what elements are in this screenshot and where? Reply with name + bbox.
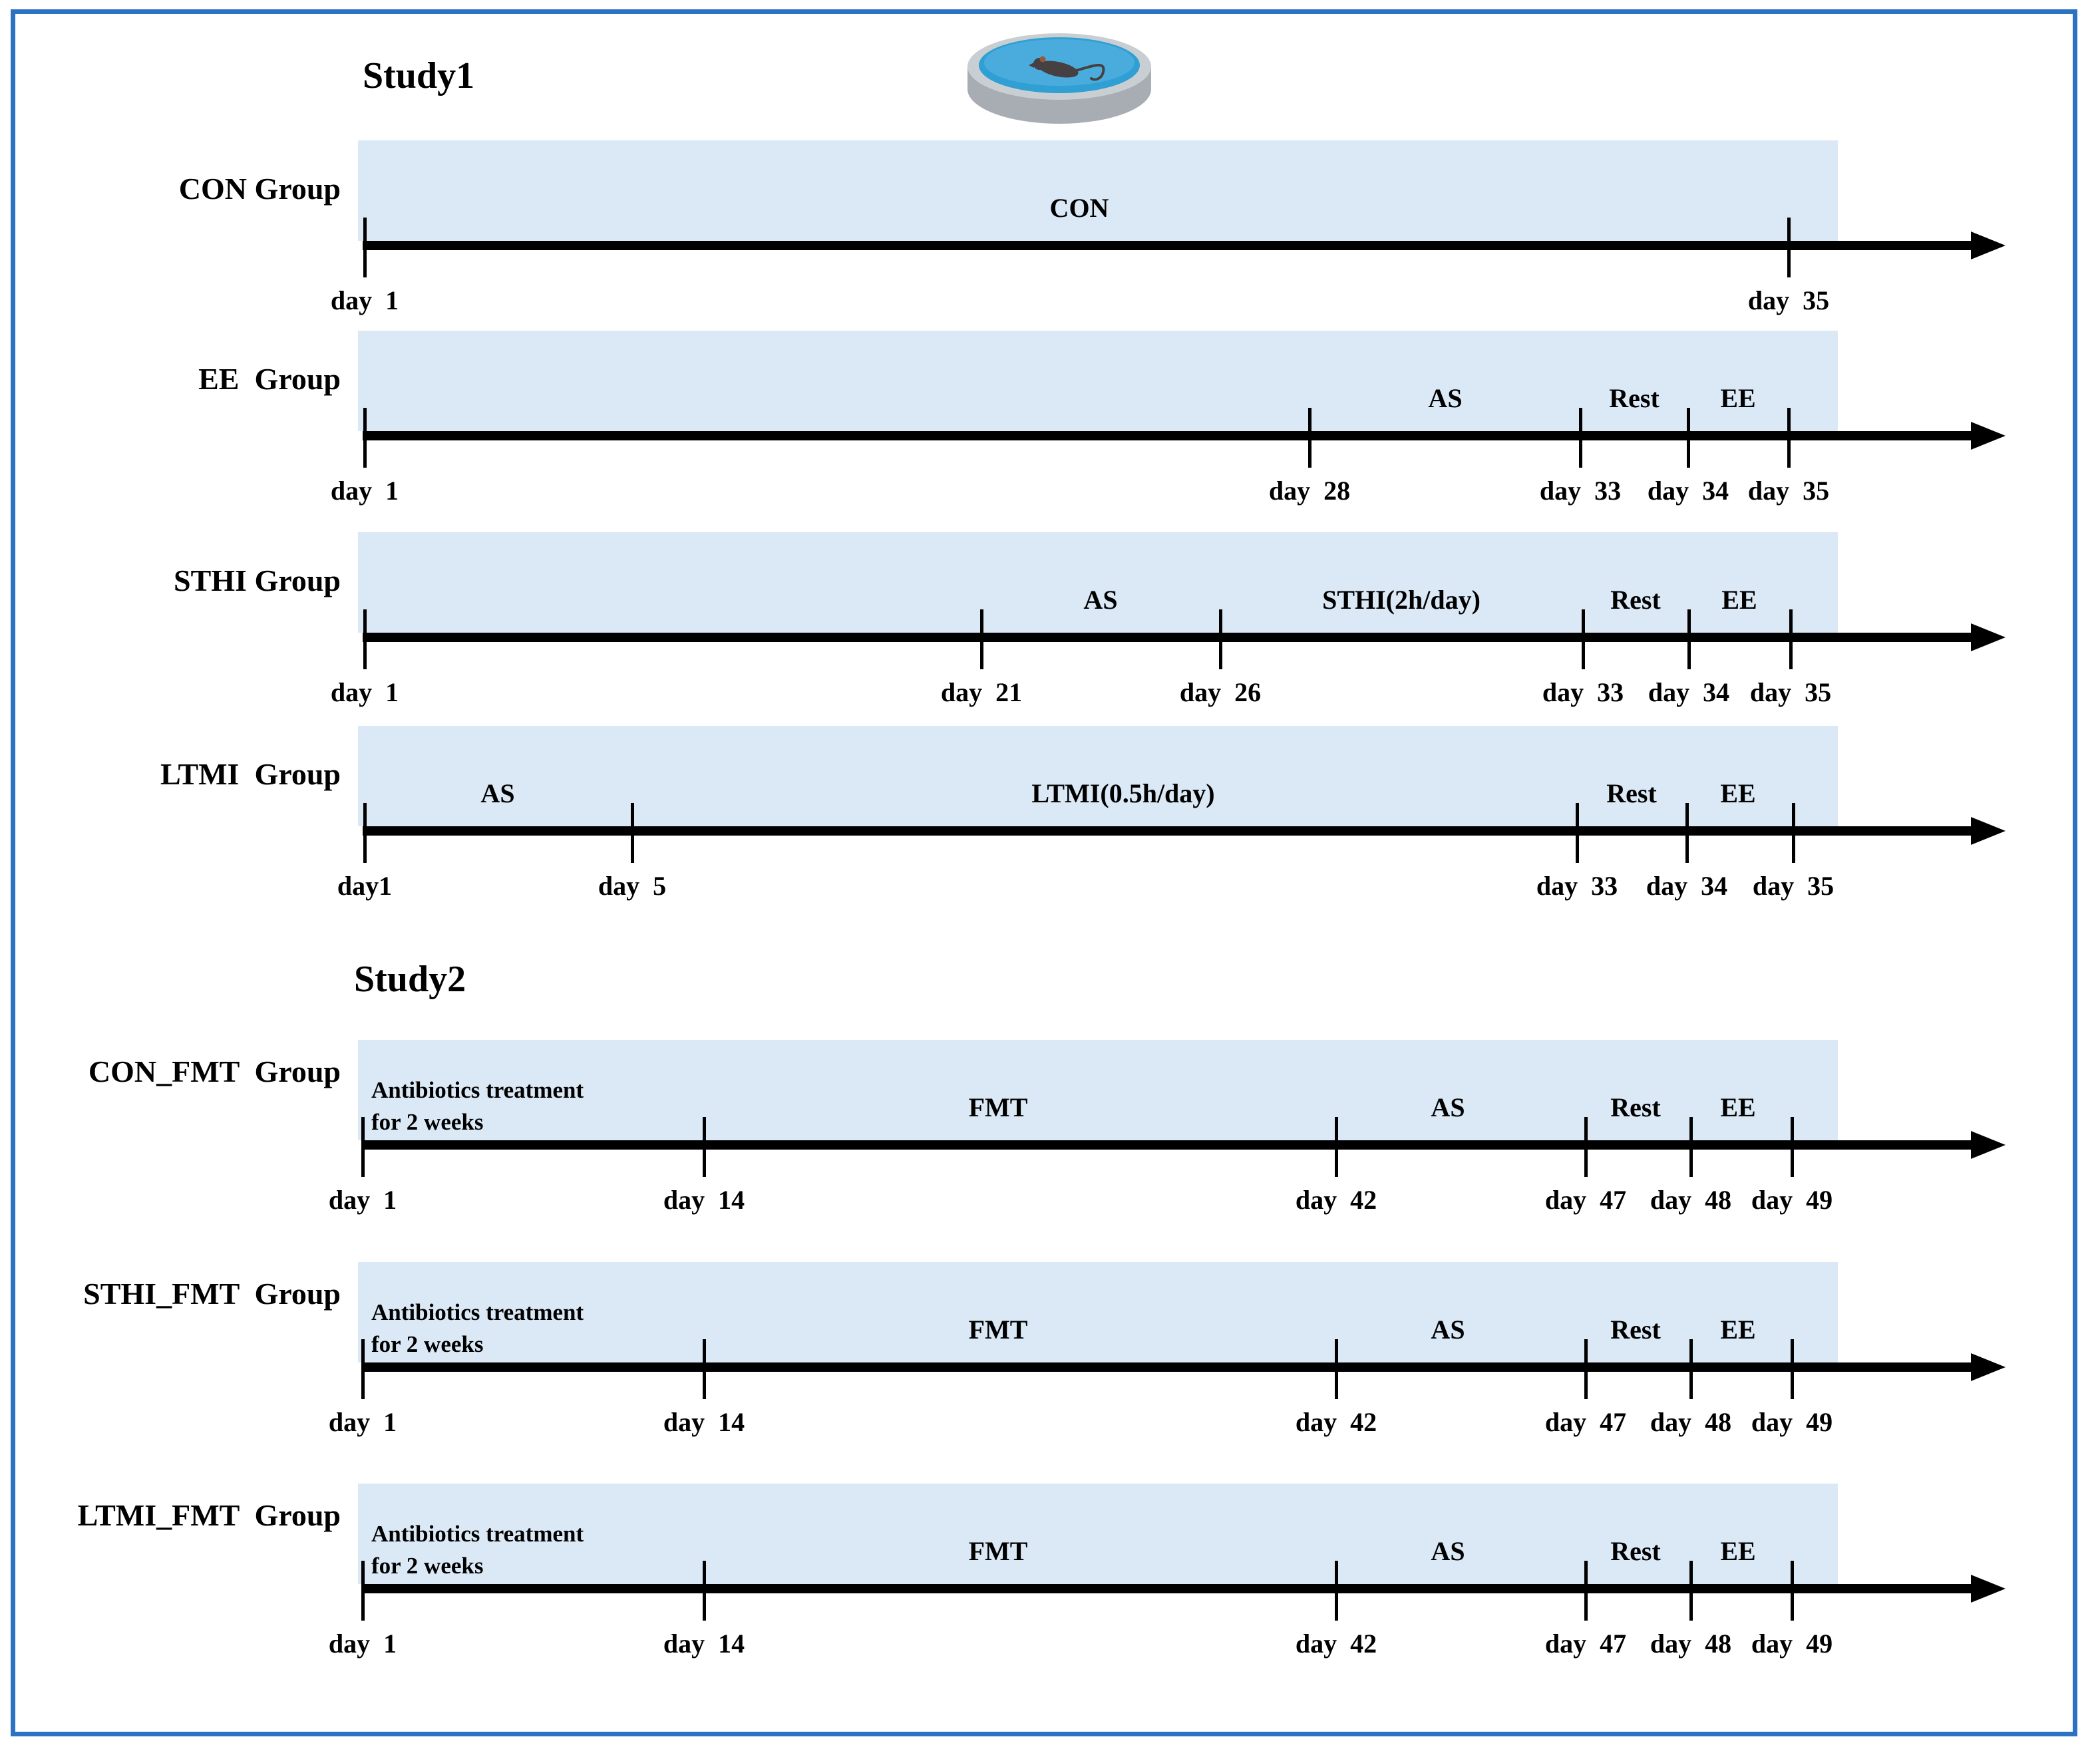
group-label: LTMI Group	[160, 757, 341, 791]
segment-label: FMT	[968, 1536, 1028, 1566]
tick-label: day 33	[1539, 476, 1622, 506]
tick-label: day 35	[1752, 871, 1835, 901]
segment-label: Rest	[1610, 1092, 1661, 1122]
arrowhead-icon	[1971, 422, 2006, 450]
segment-label: Rest	[1610, 1315, 1661, 1345]
note-line: Antibiotics treatment	[371, 1077, 584, 1103]
tick-mark	[1687, 609, 1691, 669]
arrowhead-icon	[1971, 1575, 2006, 1603]
group-label: CON Group	[178, 172, 341, 206]
tick-label: day 14	[663, 1629, 745, 1659]
segment-label: CON	[1049, 193, 1109, 223]
tick-mark	[1335, 1117, 1338, 1177]
timeline-line	[363, 431, 1976, 440]
tick-mark	[1787, 408, 1791, 468]
note-line: Antibiotics treatment	[371, 1521, 584, 1547]
tick-mark	[1791, 1117, 1794, 1177]
segment-label: AS	[1431, 1092, 1465, 1122]
tick-label: day 1	[330, 476, 399, 506]
tick-label: day 1	[328, 1185, 397, 1215]
segment-label: AS	[480, 778, 515, 808]
tick-mark	[1689, 1339, 1693, 1399]
tick-mark	[361, 1561, 365, 1621]
tick-label: day 48	[1650, 1185, 1732, 1215]
tick-label: day 47	[1544, 1185, 1627, 1215]
water-maze-pool-icon	[965, 28, 1154, 128]
segment-label: EE	[1720, 1092, 1756, 1122]
tick-mark	[980, 609, 983, 669]
tick-mark	[1219, 609, 1222, 669]
tick-mark	[1787, 218, 1791, 277]
tick-label: day 35	[1749, 677, 1832, 707]
tick-label: day 49	[1751, 1407, 1833, 1437]
note-line: Antibiotics treatment	[371, 1299, 584, 1325]
tick-mark	[1582, 609, 1585, 669]
tick-label: day 42	[1295, 1185, 1377, 1215]
note-line: for 2 weeks	[371, 1553, 484, 1579]
segment-label: FMT	[968, 1092, 1028, 1122]
tick-label: day 42	[1295, 1629, 1377, 1659]
tick-label: day 14	[663, 1185, 745, 1215]
segment-label: AS	[1083, 585, 1118, 615]
tick-label: day 28	[1268, 476, 1351, 506]
segment-label: STHI(2h/day)	[1322, 585, 1481, 615]
timeline-line	[363, 1584, 1976, 1593]
group-label: STHI_FMT Group	[83, 1277, 341, 1311]
tick-mark	[1687, 408, 1690, 468]
tick-mark	[1789, 609, 1793, 669]
tick-label: day 35	[1747, 476, 1830, 506]
tick-mark	[1335, 1561, 1338, 1621]
timeline-bar	[358, 331, 1838, 431]
tick-mark	[1689, 1117, 1693, 1177]
tick-mark	[1792, 803, 1795, 863]
tick-label: day 1	[330, 285, 399, 315]
tick-mark	[703, 1339, 706, 1399]
group-label: STHI Group	[174, 563, 341, 597]
timeline-line	[363, 826, 1976, 836]
tick-mark	[1579, 408, 1582, 468]
segment-label: EE	[1720, 778, 1756, 808]
tick-mark	[363, 218, 367, 277]
tick-label: day 34	[1648, 677, 1730, 707]
timeline-bar	[358, 532, 1838, 633]
arrowhead-icon	[1971, 1353, 2006, 1381]
group-label: LTMI_FMT Group	[77, 1498, 341, 1532]
segment-label: EE	[1720, 1315, 1756, 1345]
tick-label: day 35	[1747, 285, 1830, 315]
tick-mark	[361, 1339, 365, 1399]
segment-label: Rest	[1609, 383, 1660, 413]
tick-label: day 42	[1295, 1407, 1377, 1437]
tick-label: day 47	[1544, 1407, 1627, 1437]
tick-label: day 48	[1650, 1407, 1732, 1437]
segment-label: EE	[1721, 585, 1757, 615]
tick-mark	[1689, 1561, 1693, 1621]
tick-mark	[363, 609, 367, 669]
timeline-line	[363, 1362, 1976, 1372]
segment-label: AS	[1431, 1536, 1465, 1566]
timeline-bar	[358, 140, 1838, 241]
segment-label: AS	[1431, 1315, 1465, 1345]
tick-label: day 49	[1751, 1185, 1833, 1215]
segment-label: EE	[1720, 383, 1756, 413]
segment-label: EE	[1720, 1536, 1756, 1566]
arrowhead-icon	[1971, 623, 2006, 651]
tick-mark	[363, 803, 367, 863]
tick-mark	[1584, 1561, 1588, 1621]
study2-title: Study2	[354, 959, 466, 1000]
tick-mark	[1584, 1117, 1588, 1177]
tick-label: day1	[337, 871, 393, 901]
tick-label: day 33	[1542, 677, 1624, 707]
tick-mark	[1685, 803, 1689, 863]
segment-label: Rest	[1606, 778, 1657, 808]
timeline-line	[363, 1140, 1976, 1150]
arrowhead-icon	[1971, 817, 2006, 845]
tick-mark	[631, 803, 634, 863]
tick-mark	[361, 1117, 365, 1177]
group-label: EE Group	[198, 362, 341, 396]
segment-label: Rest	[1610, 585, 1661, 615]
timeline-bar	[358, 726, 1838, 826]
tick-mark	[363, 408, 367, 468]
tick-label: day 5	[598, 871, 667, 901]
tick-mark	[703, 1117, 706, 1177]
arrowhead-icon	[1971, 232, 2006, 259]
tick-label: day 1	[328, 1407, 397, 1437]
note-line: for 2 weeks	[371, 1109, 484, 1135]
group-label: CON_FMT Group	[88, 1054, 341, 1088]
tick-label: day 26	[1179, 677, 1262, 707]
tick-mark	[1576, 803, 1579, 863]
tick-label: day 33	[1536, 871, 1618, 901]
tick-label: day 49	[1751, 1629, 1833, 1659]
tick-label: day 48	[1650, 1629, 1732, 1659]
segment-label: LTMI(0.5h/day)	[1031, 778, 1215, 808]
tick-label: day 1	[330, 677, 399, 707]
tick-label: day 14	[663, 1407, 745, 1437]
tick-mark	[1308, 408, 1312, 468]
note-line: for 2 weeks	[371, 1331, 484, 1357]
tick-mark	[1791, 1339, 1794, 1399]
tick-mark	[703, 1561, 706, 1621]
timeline-line	[363, 241, 1976, 250]
segment-label: Rest	[1610, 1536, 1661, 1566]
study1-title: Study1	[363, 55, 475, 96]
tick-mark	[1584, 1339, 1588, 1399]
tick-label: day 1	[328, 1629, 397, 1659]
tick-mark	[1335, 1339, 1338, 1399]
segment-label: FMT	[968, 1315, 1028, 1345]
tick-label: day 34	[1647, 476, 1729, 506]
tick-label: day 21	[940, 677, 1023, 707]
tick-label: day 34	[1646, 871, 1728, 901]
segment-label: AS	[1428, 383, 1463, 413]
tick-mark	[1791, 1561, 1794, 1621]
timeline-line	[363, 633, 1976, 642]
arrowhead-icon	[1971, 1131, 2006, 1159]
tick-label: day 47	[1544, 1629, 1627, 1659]
